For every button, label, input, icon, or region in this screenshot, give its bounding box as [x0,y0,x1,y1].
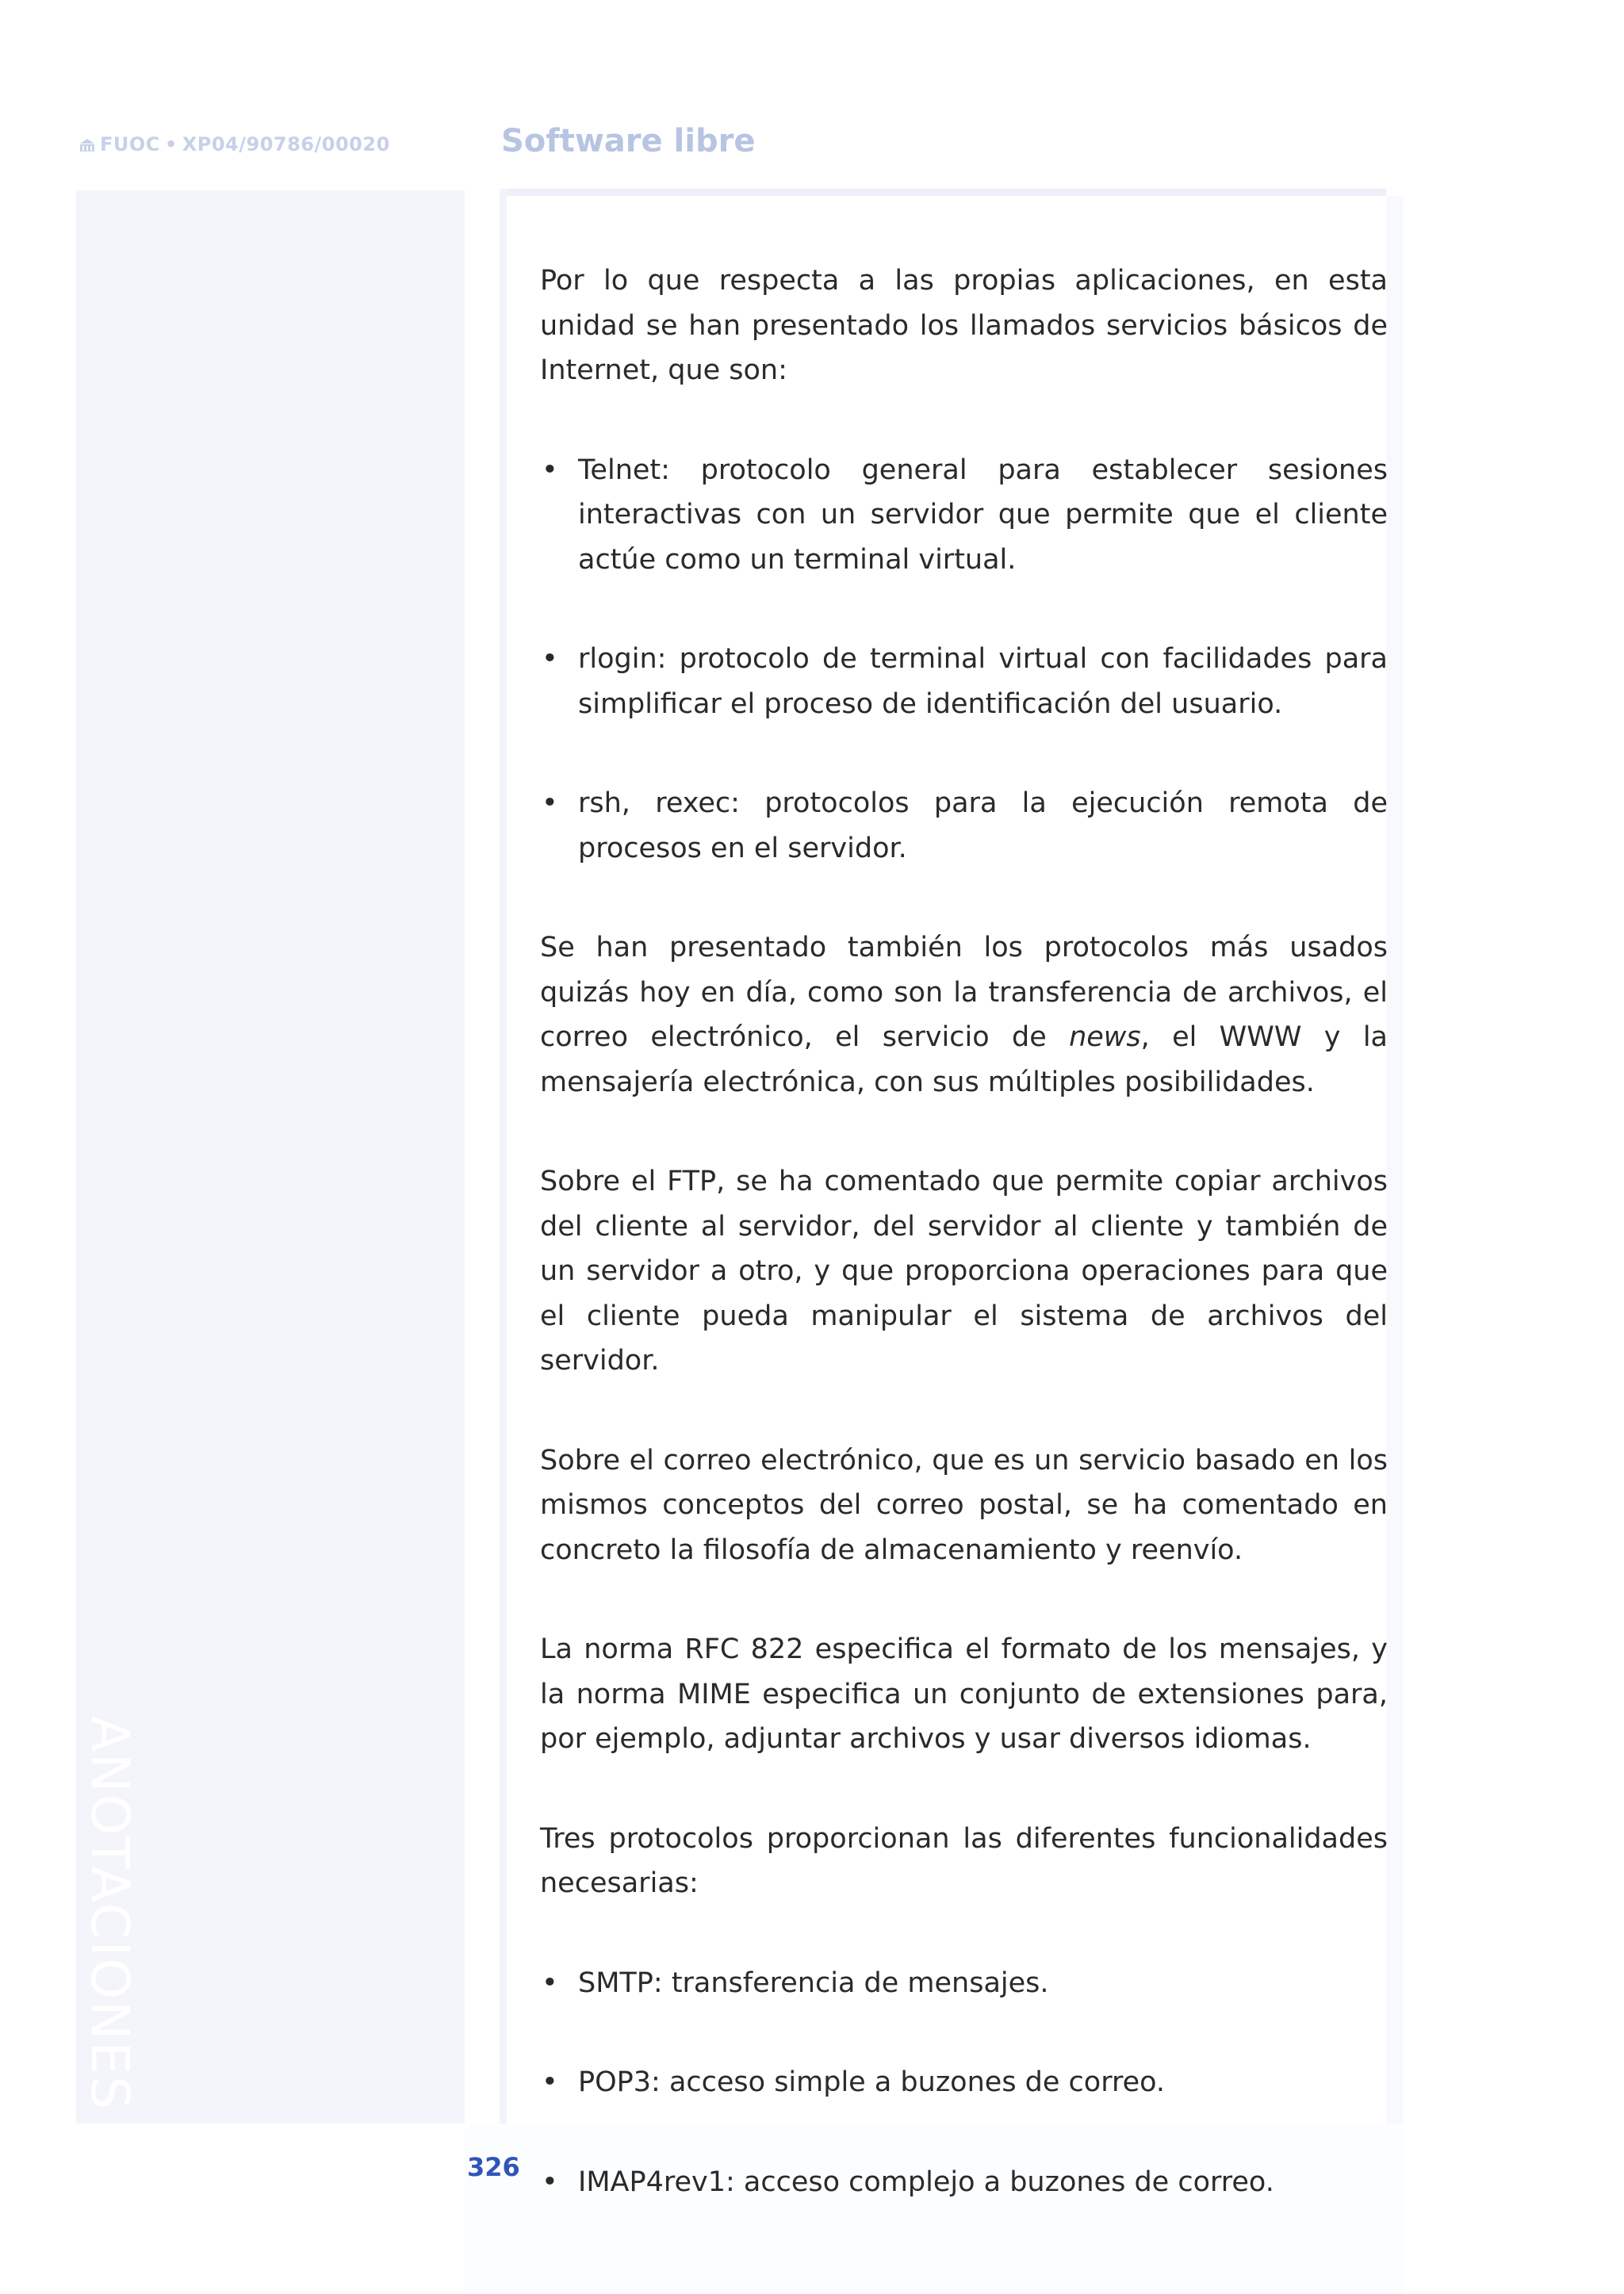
publisher-code [79,133,390,155]
content-frame-right [1386,196,1404,2294]
annotations-label: ANOTACIONES [79,1716,140,2112]
list-item [540,2160,1388,2205]
list-item-text: IMAP4rev1: acceso complejo a buzones de correo. [578,2166,1274,2198]
list-item-text: SMTP: transferencia de mensajes. [578,1967,1049,1999]
list-item [540,2060,1388,2105]
list-item [540,1961,1388,2006]
bullet: • [542,2166,558,2198]
bullet: • [542,454,558,486]
list-item [540,448,1388,583]
publisher-name: FUOC [100,133,160,155]
bullet: • [542,1967,558,1999]
list-item-text: Telnet: protocolo general para establecer sesiones interactivas con un servidor que permite que el cliente actúe como un terminal virtual. [578,454,1388,576]
news-term: news [1069,1021,1141,1053]
rfc-paragraph: La norma RFC 822 especifica el formato de los mensajes, y la norma MIME especifica un conjunto de extensiones para, por ejemplo, adjuntar archivos y usar diversos idiomas. [540,1633,1388,1755]
list-item-text: POP3: acceso simple a buzones de correo. [578,2066,1166,2098]
protocols-text-end: , el WWW y la mensajería electrónica, con sus múltiples posibilidades. [540,1021,1388,1098]
list-item [540,781,1388,871]
mail-protocols-list [540,1961,1388,2205]
book-title: Software libre [501,123,756,159]
fuoc-logo-icon [79,138,95,152]
ftp-paragraph: Sobre el FTP, se ha comentado que permite copiar archivos del cliente al servidor, del servidor al cliente y también de un servidor a otro, y que proporciona operaciones para que el cliente pueda manipular el sistema de archivos del servidor. [540,1166,1388,1377]
protocols-text-start: Se han presentado también los protocolos más usados quizás hoy en día, como son la transferencia de archivos, el correo electrónico, el servicio de [540,932,1388,1053]
three-protocols-paragraph: Tres protocolos proporcionan las diferentes funcionalidades necesarias: [540,1822,1388,1899]
content-frame-top [500,189,1386,196]
page-number: 326 [467,2152,520,2182]
bullet: • [542,787,558,819]
list-item-text: rsh, rexec: protocolos para la ejecución remota de procesos en el servidor. [578,787,1388,864]
annotations-label-container [76,1716,140,2112]
header-separator: • [164,133,178,155]
document-code: XP04/90786/00020 [182,133,390,155]
list-item-text: rlogin: protocolo de terminal virtual con facilidades para simplificar el proceso de identificación del usuario. [578,643,1388,720]
intro-paragraph: Por lo que respecta a las propias aplicaciones, en esta unidad se han presentado los llamados servicios básicos de Internet, que son: [540,265,1388,386]
main-content [540,259,1388,2259]
content-frame-left [500,189,507,2124]
protocols-paragraph [540,925,1388,1105]
bullet: • [542,2066,558,2098]
bullet: • [542,643,558,675]
list-item [540,637,1388,726]
email-paragraph: Sobre el correo electrónico, que es un servicio basado en los mismos conceptos del correo postal, se ha comentado en concreto la filosofía de almacenamiento y reenvío. [540,1444,1388,1566]
basic-services-list [540,448,1388,871]
